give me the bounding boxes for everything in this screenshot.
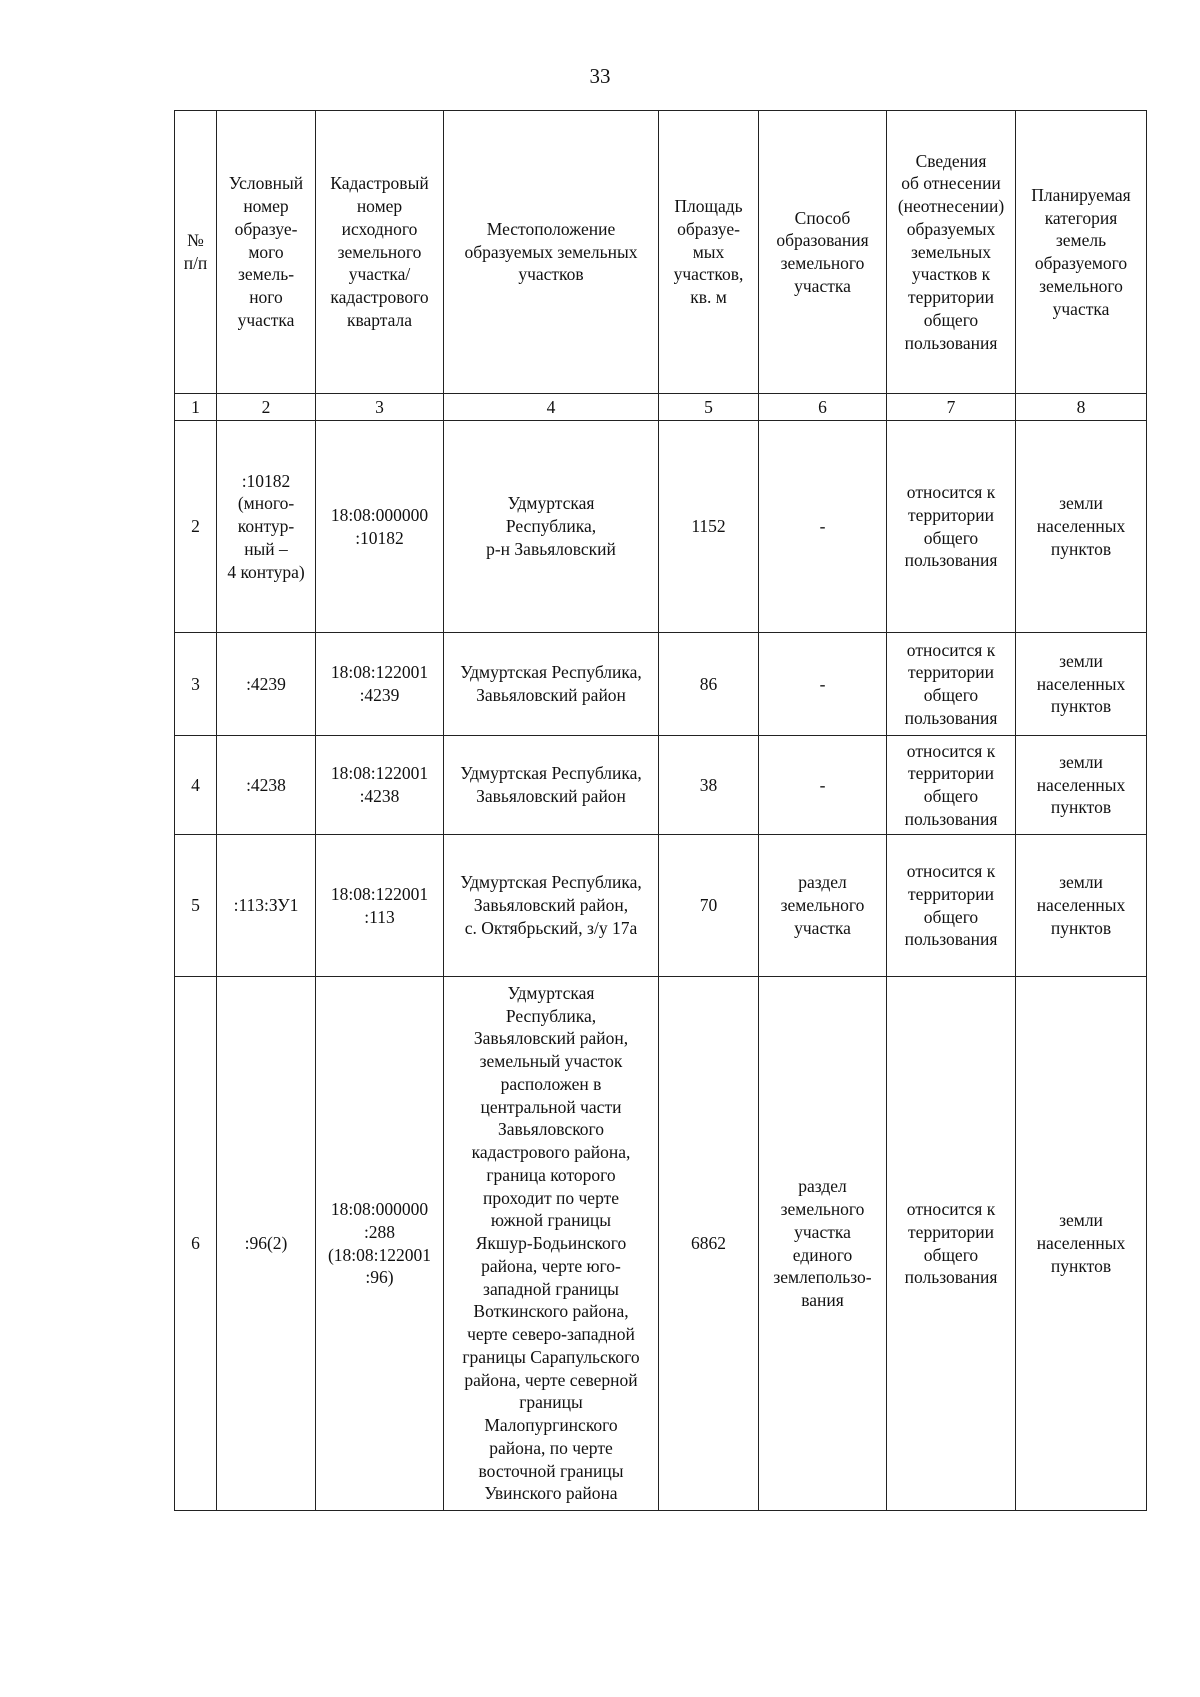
cell-cadastral-number: 18:08:000000 :10182 xyxy=(316,421,444,633)
header-location: Местоположение образуемых земельных участков xyxy=(444,111,659,394)
cell-conditional-number: :113:ЗУ1 xyxy=(217,835,316,977)
cell-conditional-number: :96(2) xyxy=(217,977,316,1511)
cell-cadastral-number: 18:08:000000 :288 (18:08:122001 :96) xyxy=(316,977,444,1511)
cell-cadastral-number: 18:08:122001 :4239 xyxy=(316,633,444,736)
cell-conditional-number: :4238 xyxy=(217,736,316,835)
cell-method: раздел земельного участка xyxy=(759,835,887,977)
cell-area: 6862 xyxy=(659,977,759,1511)
cell-cadastral-number: 18:08:122001 :113 xyxy=(316,835,444,977)
table-row xyxy=(175,633,1147,736)
cell-location: Удмуртская Республика, Завьяловский район xyxy=(444,736,659,835)
header-method: Способ образования земельного участка xyxy=(759,111,887,394)
column-index: 8 xyxy=(1016,394,1147,421)
cell-conditional-number: :4239 xyxy=(217,633,316,736)
header-area: Площадь образуе- мых участков, кв. м xyxy=(659,111,759,394)
cell-category: земли населенных пунктов xyxy=(1016,633,1147,736)
table-header-row xyxy=(175,111,1147,394)
cell-cadastral-number: 18:08:122001 :4238 xyxy=(316,736,444,835)
cell-conditional-number: :10182 (много- контур- ный – 4 контура) xyxy=(217,421,316,633)
header-cadastral-number: Кадастровый номер исходного земельного участка/ кадастрового квартала xyxy=(316,111,444,394)
cell-category: земли населенных пунктов xyxy=(1016,835,1147,977)
cell-method: - xyxy=(759,633,887,736)
cell-number: 3 xyxy=(175,633,217,736)
column-index: 6 xyxy=(759,394,887,421)
header-number: № п/п xyxy=(175,111,217,394)
column-index: 1 xyxy=(175,394,217,421)
cell-area: 70 xyxy=(659,835,759,977)
cell-number: 4 xyxy=(175,736,217,835)
cell-method: - xyxy=(759,421,887,633)
cell-category: земли населенных пунктов xyxy=(1016,736,1147,835)
cell-location: Удмуртская Республика, Завьяловский район, земельный участок расположен в центральной части Завьяловского кадастрового района, граница которого проходит по черте южной границы Якшур-Бодьинского района, черте юго- западной границы Воткинского района, черте северо-западной границы Сарапульского района, черте северной границы Малопургинского района, по черте восточной границы Увинского района xyxy=(444,977,659,1511)
table-row xyxy=(175,977,1147,1511)
cell-public-use: относится к территории общего пользования xyxy=(887,977,1016,1511)
column-index: 5 xyxy=(659,394,759,421)
cell-location: Удмуртская Республика, Завьяловский район xyxy=(444,633,659,736)
cell-area: 1152 xyxy=(659,421,759,633)
column-index: 4 xyxy=(444,394,659,421)
column-index: 2 xyxy=(217,394,316,421)
column-index: 3 xyxy=(316,394,444,421)
cell-public-use: относится к территории общего пользования xyxy=(887,421,1016,633)
cell-number: 2 xyxy=(175,421,217,633)
column-index: 7 xyxy=(887,394,1016,421)
table-row xyxy=(175,421,1147,633)
table-row xyxy=(175,835,1147,977)
cell-method: - xyxy=(759,736,887,835)
page-number: 33 xyxy=(589,64,611,88)
cell-method: раздел земельного участка единого землепользо- вания xyxy=(759,977,887,1511)
header-public-use: Сведения об отнесении (неотнесении) образуемых земельных участков к территории общего пользования xyxy=(887,111,1016,394)
cell-category: земли населенных пунктов xyxy=(1016,977,1147,1511)
cell-number: 6 xyxy=(175,977,217,1511)
column-index-row xyxy=(175,394,1147,421)
cell-area: 38 xyxy=(659,736,759,835)
cell-public-use: относится к территории общего пользования xyxy=(887,736,1016,835)
header-conditional-number: Условный номер образуе- мого земель- ного участка xyxy=(217,111,316,394)
table-row xyxy=(175,736,1147,835)
cell-public-use: относится к территории общего пользования xyxy=(887,633,1016,736)
cell-location: Удмуртская Республика, р-н Завьяловский xyxy=(444,421,659,633)
cell-area: 86 xyxy=(659,633,759,736)
land-plots-table xyxy=(174,110,1147,1511)
cell-location: Удмуртская Республика, Завьяловский район, с. Октябрьский, з/у 17а xyxy=(444,835,659,977)
cell-public-use: относится к территории общего пользования xyxy=(887,835,1016,977)
cell-category: земли населенных пунктов xyxy=(1016,421,1147,633)
cell-number: 5 xyxy=(175,835,217,977)
header-category: Планируемая категория земель образуемого земельного участка xyxy=(1016,111,1147,394)
